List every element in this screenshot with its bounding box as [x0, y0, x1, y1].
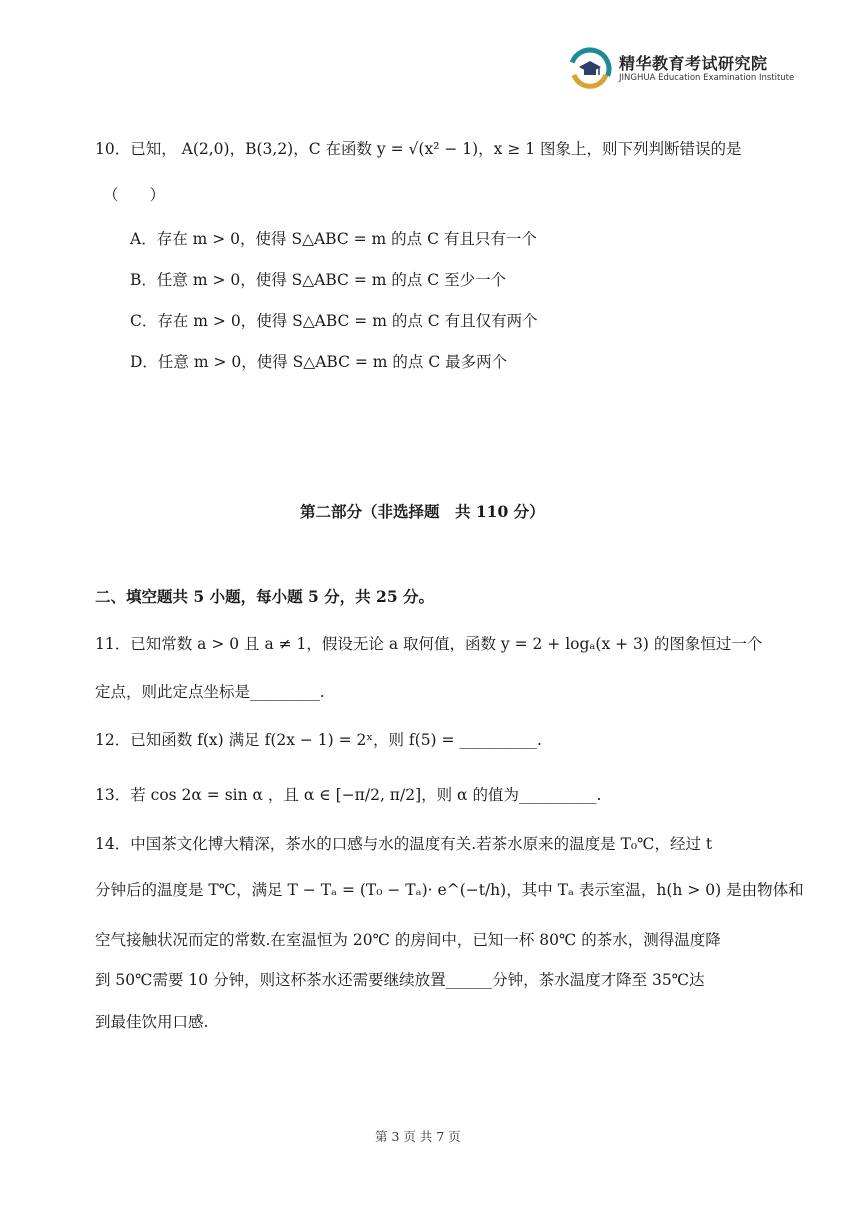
q14-line5: 到最佳饮用口感.: [95, 1013, 209, 1031]
q10-option-d: D．任意 m > 0，使得 S△ABC = m 的点 C 最多两个: [130, 353, 508, 371]
page-footer: 第 3 页 共 7 页: [375, 1129, 461, 1144]
q14-line1: 14．中国茶文化博大精深，茶水的口感与水的温度有关.若茶水原来的温度是 T₀℃，经过 t: [95, 835, 713, 853]
q12-text: 12．已知函数 f(x) 满足 f(2x − 1) = 2ˣ，则 f(5) = __________.: [95, 731, 542, 749]
q10-option-b: B．任意 m > 0，使得 S△ABC = m 的点 C 至少一个: [130, 271, 507, 289]
part-two-title: 第二部分（非选择题 共 110 分）: [300, 502, 545, 521]
q14-line3: 空气接触状况而定的常数.在室温恒为 20℃ 的房间中，已知一杯 80℃ 的茶水，测得温度降: [95, 931, 721, 949]
q10-option-c: C．存在 m > 0，使得 S△ABC = m 的点 C 有且仅有两个: [130, 312, 538, 330]
q13-text: 13．若 cos 2α = sin α ，且 α ∈ [−π/2, π/2]，则 α 的值为__________.: [95, 786, 602, 804]
section-title: 二、填空题共 5 小题，每小题 5 分，共 25 分。: [95, 587, 435, 606]
logo-icon: [568, 47, 612, 91]
q11-line1: 11．已知常数 a > 0 且 a ≠ 1，假设无论 a 取何值，函数 y = 2 + logₐ(x + 3) 的图象恒过一个: [95, 635, 763, 653]
q10-stem: 10．已知， A(2,0)，B(3,2)，C 在函数 y = √(x² − 1)，x ≥ 1 图象上，则下列判断错误的是: [95, 140, 742, 158]
q10-option-a: A．存在 m > 0，使得 S△ABC = m 的点 C 有且只有一个: [130, 230, 537, 248]
q10-answer-blank: （ ）: [103, 186, 166, 204]
logo-subtitle: JINGHUA Education Examination Institute: [619, 73, 795, 83]
q14-line4: 到 50℃需要 10 分钟，则这杯茶水还需要继续放置______分钟，茶水温度才降至 35℃达: [95, 971, 705, 989]
q11-line2: 定点，则此定点坐标是_________.: [95, 683, 325, 701]
q14-line2: 分钟后的温度是 T℃，满足 T − Tₐ = (T₀ − Tₐ)· e^(−t/h)，其中 Tₐ 表示室温，h(h > 0) 是由物体和: [95, 881, 804, 899]
logo-title: 精华教育考试研究院: [619, 54, 768, 73]
